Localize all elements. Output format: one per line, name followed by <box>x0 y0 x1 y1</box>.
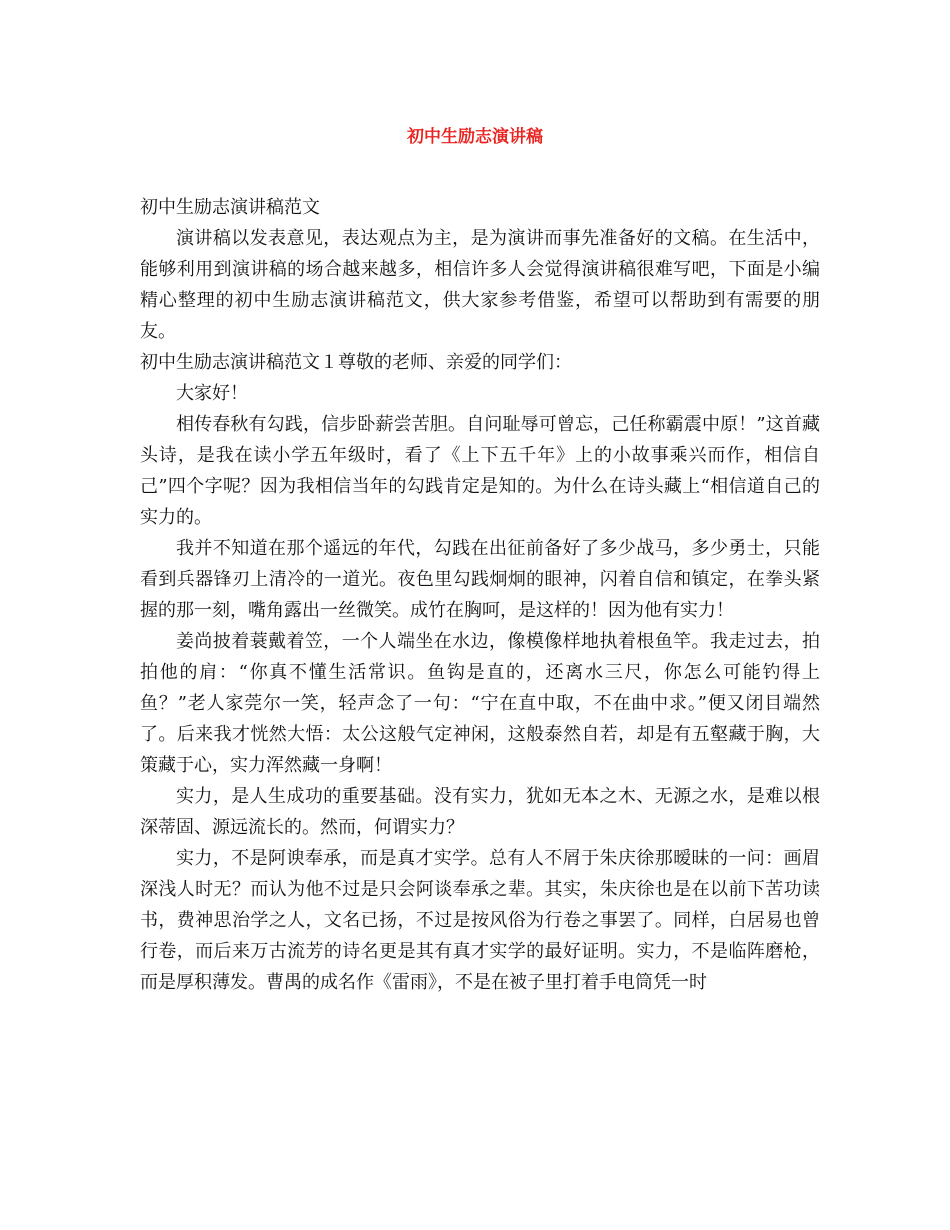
paragraph: 演讲稿以发表意见，表达观点为主，是为演讲而事先准备好的文稿。在生活中，能够利用到演讲稿的场合越来越多，相信许多人会觉得演讲稿很难写吧，下面是小编精心整理的初中生励志演讲稿范文，供大家参考借鉴，希望可以帮助到有需要的朋友。 <box>140 228 820 342</box>
paragraph: 大家好！ <box>176 383 248 404</box>
paragraph: 初中生励志演讲稿范文 <box>140 197 320 218</box>
paragraph: 相传春秋有勾践，信步卧薪尝苦胆。自问耻辱可曾忘，己任称霸震中原！”这首藏头诗，是我在读小学五年级时，看了《上下五千年》上的小故事乘兴而作，相信自己”四个字呢？因为我相信当年的勾践肯定是知的。为什么在诗头藏上“相信道自己的实力的。 <box>140 414 820 528</box>
paragraph: 我并不知道在那个遥远的年代，勾践在出征前备好了多少战马，多少勇士，只能看到兵器锋刃上清冷的一道光。夜色里勾践炯炯的眼神，闪着自信和镇定，在拳头紧握的那一刻，嘴角露出一丝微笑。成竹在胸呵，是这样的！因为他有实力！ <box>140 538 820 621</box>
paragraph: 姜尚披着蓑戴着笠，一个人端坐在水边，像模像样地执着根鱼竿。我走过去，拍拍他的肩：“你真不懂生活常识。鱼钩是直的，还离水三尺，你怎么可能钓得上鱼？”老人家莞尔一笑，轻声念了一句：“宁在直中取，不在曲中求。”便又闭目端然了。后来我才恍然大悟：太公这般气定神闲，这般泰然自若，却是有五壑藏于胸，大策藏于心，实力浑然藏一身啊！ <box>140 631 820 776</box>
paragraph: 实力，不是阿谀奉承，而是真才实学。总有人不屑于朱庆徐那暧昧的一问：画眉深浅人时无？而认为他不过是只会阿谈奉承之辈。其实，朱庆徐也是在以前下苦功读书，费神思治学之人，文名已扬，不过是按风俗为行卷之事罢了。同样，白居易也曾行卷，而后来万古流芳的诗名更是其有真才实学的最好证明。实力，不是临阵磨枪，而是厚积薄发。曹禺的成名作《雷雨》，不是在被子里打着手电筒凭一时 <box>140 848 820 993</box>
document-title: 初中生励志演讲稿 <box>407 127 543 147</box>
paragraph: 初中生励志演讲稿范文１尊敬的老师、亲爱的同学们： <box>140 352 572 373</box>
document-body <box>140 192 820 998</box>
paragraph: 实力，是人生成功的重要基础。没有实力，犹如无本之木、无源之水，是难以根深蒂固、源远流长的。然而，何谓实力？ <box>140 786 820 838</box>
